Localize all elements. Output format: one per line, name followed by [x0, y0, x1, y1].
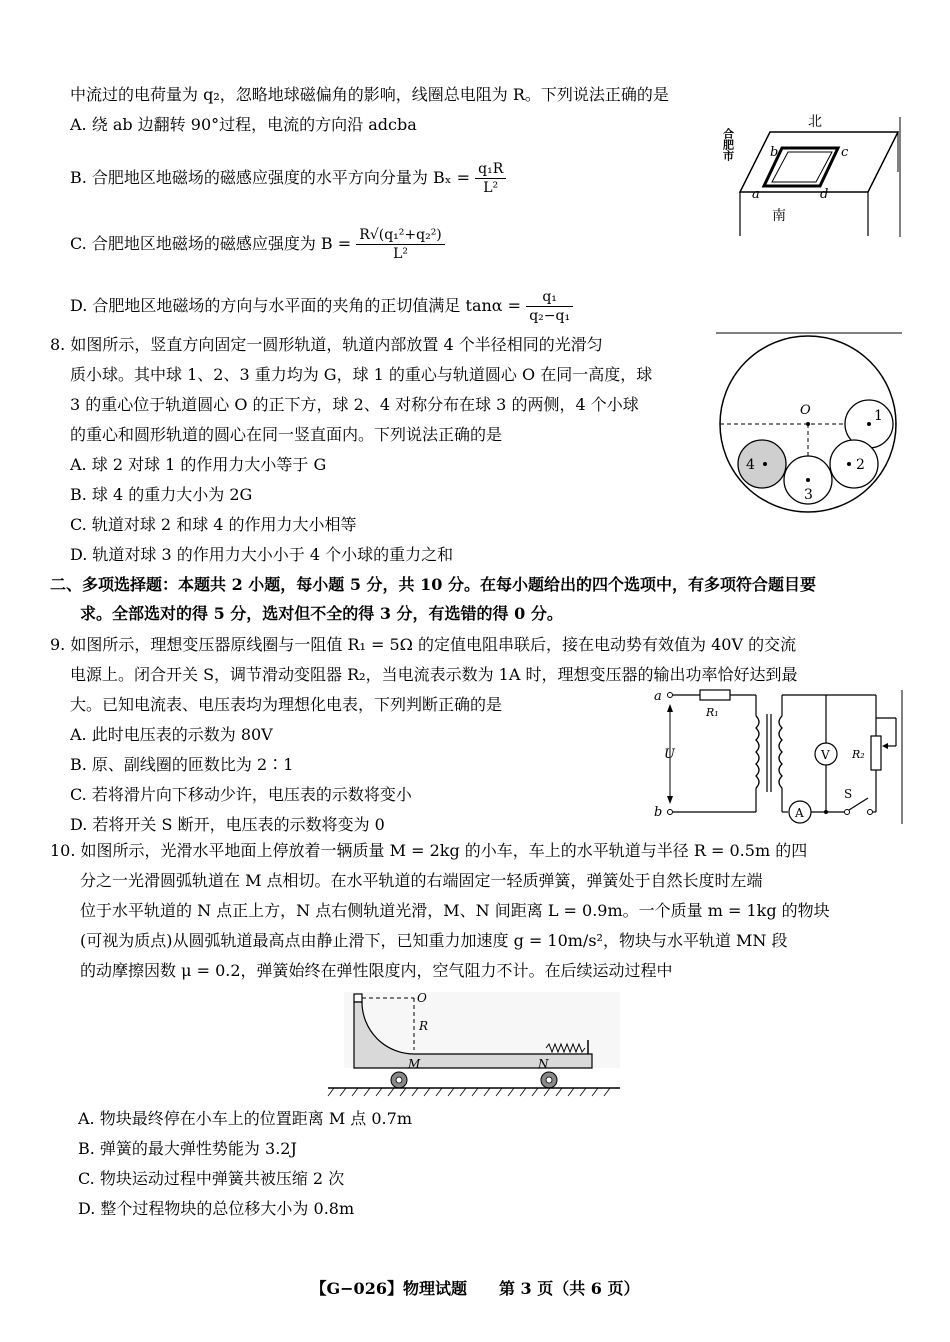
q7-intro: 中流过的电荷量为 q₂，忽略地球磁偏角的影响，线圈总电阻为 R。下列说法正确的是: [70, 85, 669, 104]
q10-option-c: C. 物块运动过程中弹簧共被压缩 2 次: [78, 1169, 345, 1188]
ball-3-label: 3: [804, 487, 813, 503]
resistor-r1-label: R₁: [706, 706, 719, 719]
ball-2-center: [847, 462, 851, 466]
q9-option-d: D. 若将开关 S 断开，电压表的示数将变为 0: [70, 815, 385, 834]
fraction-denominator: q₂−q₁: [529, 308, 571, 324]
q9-line-3: 大。已知电流表、电压表均为理想化电表，下列判断正确的是: [70, 695, 503, 714]
q9-circuit-figure: [648, 686, 904, 828]
q8-option-a: A. 球 2 对球 1 的作用力大小等于 G: [70, 455, 327, 474]
q8-line-4: 的重心和圆形轨道的圆心在同一竖直面内。下列说法正确的是: [70, 425, 503, 444]
ball-1-center: [867, 422, 871, 426]
arc-center-label: O: [417, 991, 427, 1005]
resistor-r1: [700, 690, 730, 700]
city-label: 合肥市: [721, 128, 735, 161]
voltage-label: U: [664, 747, 675, 762]
q10-line-2: 分之一光滑圆弧轨道在 M 点相切。在水平轨道的右端固定一轻质弹簧，弹簧处于自然长度时左端: [80, 871, 763, 890]
q10-line-5: 的动摩擦因数 μ = 0.2，弹簧始终在弹性限度内，空气阻力不计。在后续运动过程中: [80, 961, 673, 980]
q7-option-d-text: D. 合肥地区地磁场的方向与水平面的夹角的正切值满足 tanα =: [70, 296, 522, 315]
corner-b: b: [770, 145, 779, 160]
q9-option-b: B. 原、副线圈的匝数比为 2∶1: [70, 755, 294, 774]
rheostat-slider: [882, 743, 888, 749]
rheostat-r2: [871, 736, 881, 770]
q9-option-c: C. 若将滑片向下移动少许，电压表的示数将变小: [70, 785, 412, 804]
fraction-numerator: q₁: [526, 288, 573, 307]
q10-line-3: 位于水平轨道的 N 点正上方，N 点右侧轨道光滑，M、N 间距离 L = 0.9m。一个质量 m = 1kg 的物块: [80, 901, 830, 920]
ball-3-center: [806, 478, 810, 482]
fraction-numerator: R√(q₁²+q₂²): [356, 226, 445, 245]
ground-plane: [740, 132, 898, 192]
q10-option-a: A. 物块最终停在小车上的位置距离 M 点 0.7m: [78, 1109, 412, 1128]
q7-coil-figure: [720, 112, 902, 240]
radius-label: R: [419, 1019, 429, 1033]
q7-option-b-fraction: [475, 160, 506, 197]
terminal-b-label: b: [654, 805, 663, 820]
q8-option-d: D. 轨道对球 3 的作用力大小小于 4 个小球的重力之和: [70, 545, 454, 564]
ball-4-label: 4: [746, 457, 755, 473]
point-n-label: N: [538, 1057, 549, 1071]
section-2-heading-cont: 求。全部选对的得 5 分，选对但不全的得 3 分，有选错的得 0 分。: [80, 604, 563, 623]
q8-line-2: 质小球。其中球 1、2、3 重力均为 G，球 1 的重心与轨道圆心 O 在同一高度，球: [70, 365, 653, 384]
fraction-denominator: L²: [393, 246, 408, 262]
fraction-denominator: L²: [483, 180, 499, 196]
q9-option-a: A. 此时电压表的示数为 80V: [70, 725, 273, 744]
q8-line-1: 8. 如图所示，竖直方向固定一圆形轨道，轨道内部放置 4 个半径相同的光滑匀: [50, 335, 603, 354]
q10-line-1: 10. 如图所示，光滑水平地面上停放着一辆质量 M = 2kg 的小车，车上的水平轨道与半径 R = 0.5m 的四: [50, 841, 808, 860]
q9-line-2: 电源上。闭合开关 S，调节滑动变阻器 R₂，当电流表示数为 1A 时，理想变压器的输出功率恰好达到最: [70, 665, 798, 684]
south-label: 南: [772, 208, 786, 224]
q7-option-a: A. 绕 ab 边翻转 90°过程，电流的方向沿 adcba: [70, 115, 417, 134]
point-m-label: M: [408, 1057, 421, 1071]
q7-option-d-fraction: [526, 288, 573, 325]
q7-option-b-text: B. 合肥地区地磁场的磁感应强度的水平方向分量为 Bₓ =: [70, 168, 471, 187]
q10-option-b: B. 弹簧的最大弹性势能为 3.2J: [78, 1139, 297, 1158]
ground-hatching: [328, 1088, 610, 1096]
ball-4-center: [763, 462, 767, 466]
q7-option-d: [70, 288, 573, 325]
corner-d: d: [820, 187, 829, 202]
q10-line-4: (可视为质点)从圆弧轨道最高点由静止滑下，已知重力加速度 g = 10m/s²，物块与水平轨道 MN 段: [80, 931, 788, 950]
ammeter-label: A: [795, 806, 804, 820]
ball-2: [830, 440, 878, 488]
primary-coil: [756, 716, 759, 788]
ball-1-label: 1: [874, 408, 883, 424]
page-footer: 【G−026】物理试题 第 3 页（共 6 页）: [310, 1279, 640, 1298]
q8-option-c: C. 轨道对球 2 和球 4 的作用力大小相等: [70, 515, 357, 534]
center-label: O: [800, 403, 811, 418]
north-label: 北: [808, 114, 822, 130]
section-2-heading: 二、多项选择题：本题共 2 小题，每小题 5 分，共 10 分。在每小题给出的四个选项中，有多项符合题目要: [50, 575, 816, 594]
q7-option-c: [70, 226, 445, 263]
rheostat-r2-label: R₂: [852, 748, 865, 761]
voltmeter-label: V: [821, 748, 830, 762]
q8-line-3: 3 的重心位于轨道圆心 O 的正下方，球 2、4 对称分布在球 3 的两侧，4 个小球: [70, 395, 639, 414]
q8-option-b: B. 球 4 的重力大小为 2G: [70, 485, 253, 504]
q9-line-1: 9. 如图所示，理想变压器原线圈与一阻值 R₁ = 5Ω 的定值电阻串联后，接在电动势有效值为 40V 的交流: [50, 635, 797, 654]
q10-cart-figure: [324, 990, 624, 1098]
ball-2-label: 2: [856, 457, 865, 473]
block: [354, 994, 362, 1002]
terminal-a-label: a: [654, 689, 662, 704]
q7-option-b: [70, 160, 506, 197]
terminal-a: [668, 693, 673, 698]
secondary-coil: [779, 716, 782, 788]
q7-option-c-text: C. 合肥地区地磁场的磁感应强度为 B =: [70, 234, 352, 253]
center-point: [806, 422, 810, 426]
q7-option-c-fraction: [356, 226, 445, 263]
fraction-numerator: q₁R: [475, 160, 506, 179]
terminal-b: [668, 810, 673, 815]
switch-label: S: [844, 787, 853, 801]
corner-a: a: [752, 187, 760, 202]
q10-option-d: D. 整个过程物块的总位移大小为 0.8m: [78, 1199, 355, 1218]
corner-c: c: [841, 145, 849, 160]
q8-track-figure: [716, 332, 902, 514]
